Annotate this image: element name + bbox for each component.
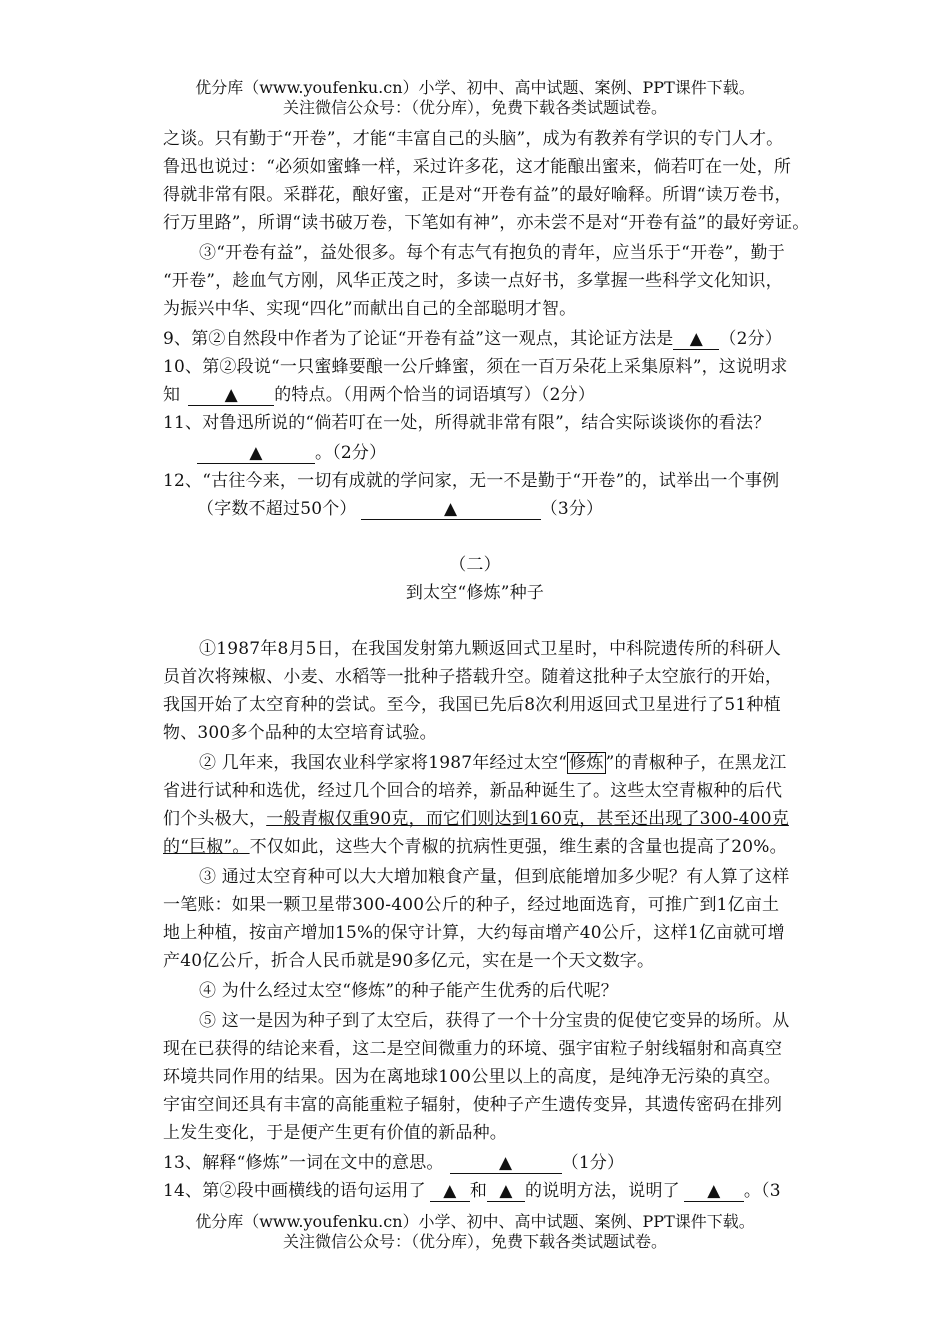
answer-blank[interactable]: ▲ <box>487 1181 525 1202</box>
paragraph-line: 省进行试种和选优，经过几个回合的培养，新品种诞生了。这些太空青椒种的后代 <box>163 781 783 801</box>
question-12-text: （字数不超过50个） <box>197 499 357 519</box>
paragraph-line: 地上种植，按亩产增加15%的保守计算，大约每亩增产40公斤，这样1亿亩就可增 <box>163 923 785 943</box>
answer-blank[interactable]: ▲ <box>450 1153 562 1174</box>
paragraph-line: 鲁迅也说过：“必须如蜜蜂一样，采过许多花，这才能酿出蜜来，倘若叮在一处，所 <box>163 157 792 177</box>
paragraph-line: 宇宙空间还具有丰富的高能重粒子辐射，使种子产生遗传变异，其遗传密码在排列 <box>163 1095 783 1115</box>
text-span: 不仅如此，这些大个青椒的抗病性更强，维生素的含量也提高了20%。 <box>249 837 787 857</box>
footer-line-1: 优分库（www.youfenku.cn）小学、初中、高中试题、案例、PPT课件下载。 <box>195 1212 755 1231</box>
paragraph-line: “开卷”，趁血气方刚，风华正茂之时，多读一点好书，多掌握一些科学文化知识， <box>163 271 783 291</box>
paragraph-line <box>163 834 863 860</box>
question-10-line-2 <box>163 382 863 408</box>
answer-blank[interactable]: ▲ <box>684 1181 744 1202</box>
underlined-sentence: 的“巨椒”。 <box>163 837 250 857</box>
article-title: 到太空“修炼”种子 <box>405 583 545 603</box>
question-14-text: 和 <box>469 1181 488 1201</box>
question-10-line-1: 10、第②段说“一只蜜蜂要酿一公斤蜂蜜，须在一百万朵花上采集原料”，这说明求 <box>163 357 788 377</box>
paragraph-line <box>199 750 899 776</box>
question-14-text: 。（3 <box>743 1181 781 1201</box>
question-11-score: 。（2分） <box>315 443 387 463</box>
answer-blank[interactable]: ▲ <box>197 443 315 464</box>
question-12-score: （3分） <box>540 499 604 519</box>
answer-blank[interactable]: ▲ <box>673 329 719 350</box>
underlined-sentence: 一般青椒仅重90克，而它们则达到160克，甚至还出现了300-400克 <box>266 809 789 829</box>
paragraph-line: 物、300多个品种的太空培育试验。 <box>163 723 437 743</box>
question-14 <box>163 1178 863 1204</box>
paragraph-line: 之谈。只有勤于“开卷”，才能“丰富自己的头脑”，成为有教养有学识的专门人才。 <box>163 129 784 149</box>
header-line-2: 关注微信公众号：（优分库），免费下载各类试题试卷。 <box>282 98 667 117</box>
paragraph-line: 现在已获得的结论来看，这二是空间微重力的环境、强宇宙粒子射线辐射和高真空 <box>163 1039 783 1059</box>
question-9-score: （2分） <box>719 329 783 349</box>
paragraph-line: 产40亿公斤，折合人民币就是90多亿元，实在是一个天文数字。 <box>163 951 655 971</box>
paragraph-line: 员首次将辣椒、小麦、水稻等一批种子搭载升空。随着这批种子太空旅行的开始， <box>163 667 783 687</box>
footer-line-2: 关注微信公众号：（优分库），免费下载各类试题试卷。 <box>282 1232 667 1251</box>
paragraph-line: ⑤ 这一是因为种子到了太空后，获得了一个十分宝贵的促使它变异的场所。从 <box>199 1011 790 1031</box>
question-10-text-b: 的特点。（用两个恰当的词语填写）（2分） <box>274 385 596 405</box>
answer-blank[interactable]: ▲ <box>361 499 541 520</box>
paragraph-line: 环境共同作用的结果。因为在离地球100公里以上的高度，是纯净无污染的真空。 <box>163 1067 781 1087</box>
paragraph-line: 为振兴中华、实现“四化”而献出自己的全部聪明才智。 <box>163 299 577 319</box>
header-line-1: 优分库（www.youfenku.cn）小学、初中、高中试题、案例、PPT课件下载。 <box>195 78 755 97</box>
paragraph-line: 我国开始了太空育种的尝试。至今，我国已先后8次利用返回式卫星进行了51种植 <box>163 695 781 715</box>
boxed-term: 修炼 <box>569 753 604 773</box>
paragraph-line: 上发生变化，于是便产生更有价值的新品种。 <box>163 1123 507 1143</box>
question-9 <box>163 326 863 352</box>
text-span: 们个头极大， <box>163 809 267 829</box>
question-14-text: 的说明方法，说明了 <box>525 1181 680 1201</box>
question-12-line-2 <box>197 496 897 522</box>
paragraph-line: 一笔账：如果一颗卫星带300-400公斤的种子，经过地面选育，可推广到1亿亩土 <box>163 895 780 915</box>
question-13-score: （1分） <box>561 1153 625 1173</box>
question-12-line-1: 12、“古往今来，一切有成就的学问家，无一不是勤于“开卷”的，试举出一个事例 <box>163 471 780 491</box>
section-number: （二） <box>449 555 501 575</box>
question-11-line-1: 11、对鲁迅所说的“倘若叮在一处，所得就非常有限”，结合实际谈谈你的看法？ <box>163 413 771 433</box>
paragraph-line: ③“开卷有益”，益处很多。每个有志气有抱负的青年，应当乐于“开卷”，勤于 <box>199 243 785 263</box>
question-14-text: 14、第②段中画横线的语句运用了 <box>163 1181 426 1201</box>
answer-blank[interactable]: ▲ <box>430 1181 470 1202</box>
paragraph-line: ④ 为什么经过太空“修炼”的种子能产生优秀的后代呢？ <box>199 981 618 1001</box>
question-13 <box>163 1150 863 1176</box>
question-13-text: 13、解释“修炼”一词在文中的意思。 <box>163 1153 444 1173</box>
paragraph-line: ③ 通过太空育种可以大大增加粮食产量，但到底能增加多少呢？有人算了这样 <box>199 867 790 887</box>
paragraph-line <box>163 806 863 832</box>
text-span: ”的青椒种子，在黑龙江 <box>605 753 787 773</box>
answer-blank[interactable]: ▲ <box>188 385 274 406</box>
paragraph-line: 行万里路”，所谓“读书破万卷，下笔如有神”，亦未尝不是对“开卷有益”的最好旁证。 <box>163 213 810 233</box>
question-9-text: 9、第②自然段中作者为了论证“开卷有益”这一观点，其论证方法是 <box>163 329 674 349</box>
paragraph-line: 得就非常有限。采群花，酿好蜜，正是对“开卷有益”的最好喻释。所谓“读万卷书， <box>163 185 792 205</box>
text-span: ② 几年来，我国农业科学家将1987年经过太空“ <box>199 753 568 773</box>
question-10-text-a: 知 <box>163 385 181 405</box>
question-11-line-2 <box>197 440 897 466</box>
paragraph-line: ①1987年8月5日，在我国发射第九颗返回式卫星时，中科院遗传所的科研人 <box>199 639 782 659</box>
